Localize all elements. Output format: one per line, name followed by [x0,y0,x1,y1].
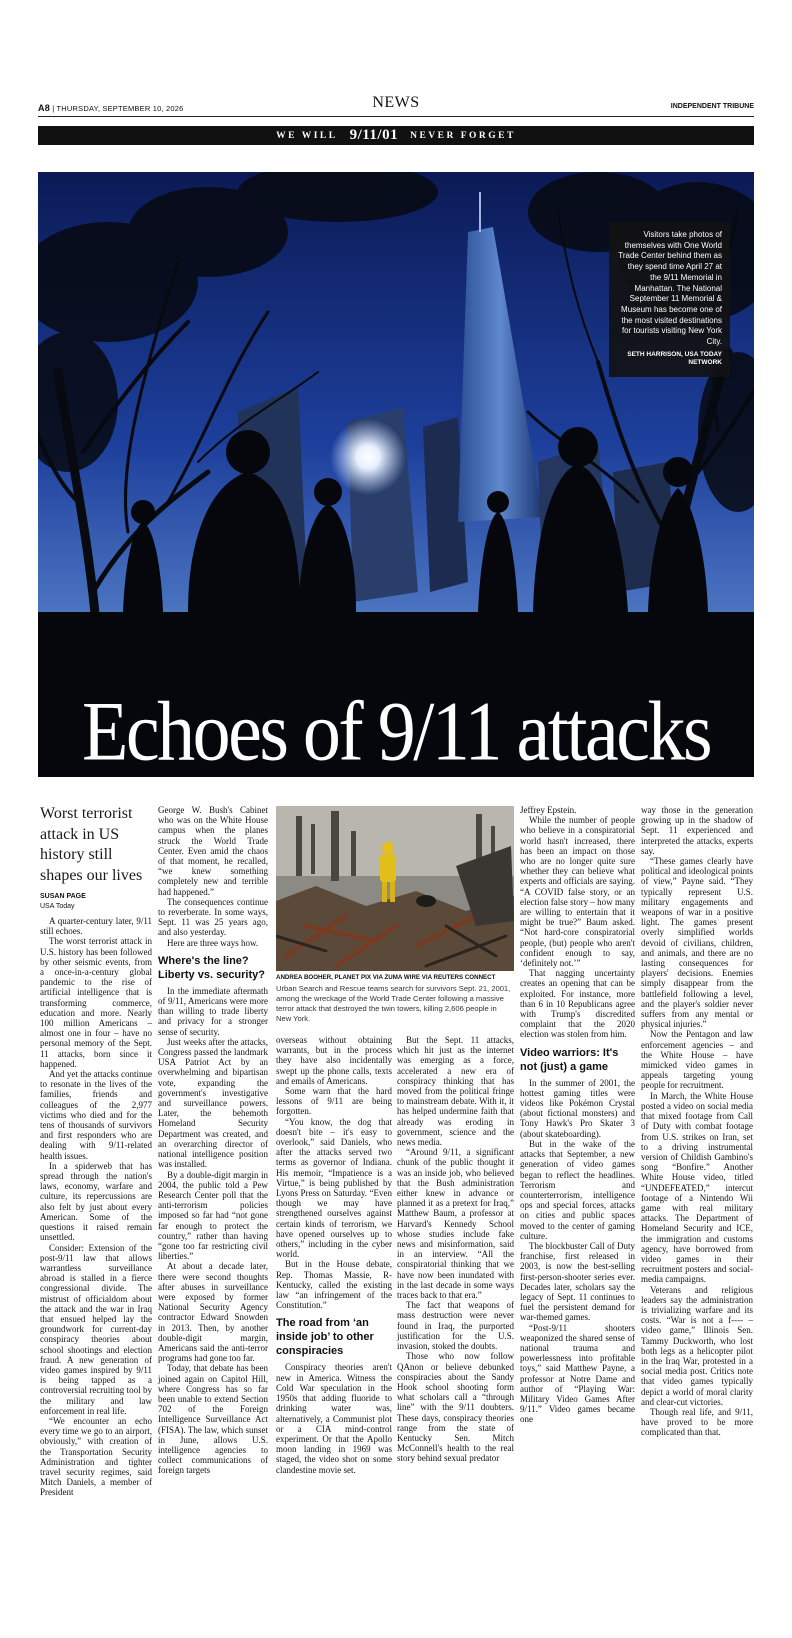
article-paragraph: The consequences continue to reverberate. In some ways, Sept. 11 was 25 years ago, and also yesterday. [158,896,268,938]
article-paragraph: While the number of people who believe in a conspiratorial world hasn't increased, there has been an impact on those who are no longer quite sure whether they can believe what experts and officials are saying. “A COVID false story, or an election false story – how many are willing to entertain that it might be true?” Baum asked. “Not hard-core conspiratorial people, (but) people who aren't confident enough to say, ‘definitely not.’” [520,815,635,969]
article-paragraph: “Around 9/11, a significant chunk of the public thought it was an inside job, who believed that the Bush administration either knew in advance or planned it as a pretext for Iraq,” Matthew Baum, a professor at Harvard's Kennedy School whose studies include fake news and misinformation, said in an interview. “All the conspiratorial thinking that we have now been inundated with in the last decade in some ways traces back to that era.” [397,1147,514,1301]
article-paragraph: A quarter-century later, 9/11 still echoes. [40,916,152,937]
section-subhead-conspiracies: The road from ‘an inside job’ to other conspiracies [276,1317,374,1358]
article-paragraph: Those who now follow QAnon or believe debunked conspiracies about the Sandy Hook school shooting form what scholars call a “through line” with the 9/11 doubters. These days, conspiracy theories range from the state of Kentucky Sen. Mitch McConnell's health to the real story behind sexual predator [397,1351,514,1464]
memorial-banner [38,126,754,145]
hero-photo-credit: SETH HARRISON, USA TODAY NETWORK [627,350,722,367]
section-subhead-liberty: Where's the line? Liberty vs. security? [158,954,265,981]
article-paragraph: In the immediate aftermath of 9/11, Americans were more than willing to trade liberty and privacy for a stronger sense of security. [158,985,268,1037]
article-paragraph: overseas without obtaining warrants, but in the process they have also incidentally swept up the phone calls, texts and emails of Americans. [276,1035,392,1086]
newspaper-name: INDEPENDENT TRIBUNE [670,103,754,110]
article-paragraph: “We encounter an echo every time we go to an airport, obviously,” with creation of the Transportation Security Administration and tighter travel security regimes, said Mitch Daniels, a member of President [40,1415,152,1498]
byline [40,892,152,911]
issue-date: THURSDAY, SEPTEMBER 10, 2026 [56,104,184,113]
article-paragraph: Though real life, and 9/11, have proved to be more complicated than that. [641,1406,753,1438]
inset-caption: Urban Search and Rescue teams search for survivors Sept. 21, 2001, among the wreckage of the World Trade Center following a massive terror attack that destroyed the twin towers, killing 2,606 people in New York. [276,984,511,1023]
article-paragraph: “You know, the dog that doesn't bite – it's easy to overlook,” said Daniels, who after the attacks served two terms as governor of Indiana. His memoir, “Impatience is a Virtue,” is being published by Lyons Press on Saturday. “Even though we may have strengthened ourselves against certain kinds of terrorism, we have opened ourselves up to others,” including in the cyber world. [276,1116,392,1260]
article-paragraph: Veterans and religious leaders say the administration is trivializing warfare and its costs. “War is not a f---- – video game,” Illinois Sen. Tammy Duckworth, who lost both legs as a helicopter pilot in the Iraq War, protested in a social media post. Critics note that video games typically depict a world of moral clarity and clear-cut victories. [641,1284,753,1407]
article-paragraph: Now the Pentagon and law enforcement agencies – and the White House – have mimicked video games in appeals targeting young people for recruitment. [641,1029,753,1091]
article-paragraph: “Post-9/11 shooters weaponized the shared sense of national trauma and powerlessness into profitable toys,” said Matthew Payne, a professor at Notre Dame and author of “Playing War: Military Video Games After 9/11.” Video games became one [520,1322,635,1425]
article-column-6 [641,805,753,1438]
rescue-scene-illustration [276,806,514,971]
hero-caption [609,222,730,377]
article-paragraph: Just weeks after the attacks, Congress passed the landmark USA Patriot Act by an overwhelming and bipartisan vote, expanding the government's investigative and surveillance powers. Later, the behemoth Homeland Security Department was created, and an overarching director of national intelligence position was installed. [158,1036,268,1170]
article-paragraph: “These games clearly have political and ideological points of view,” Payne said. “They typically represent U.S. military engagements and weapons of war in a positive light. The games present overly simplified worlds devoid of civilians, children, and animals, and there are no lasting consequences for players' decisions. Enemies simply disappear from the battlefield following a level, and the player's soldier never suffers from any mental or physical injuries.” [641,856,753,1030]
article-paragraph: But in the House debate, Rep. Thomas Massie, R-Kentucky, called the existing law “an infringement of the Constitution.” [276,1259,392,1311]
article-paragraph: The worst terrorist attack in U.S. history has been followed by other seismic events, from a once-in-a-century global pandemic to the rise of artificial intelligence that is transforming commerce, education and more. Nearly 100 million Americans – almost one in four – have no personal memory of the Sept. 11 attacks, born since it happened. [40,936,152,1069]
article-paragraph: By a double-digit margin in 2004, the public told a Pew Research Center poll that the anti-terrorism policies imposed so far had “not gone far enough to protect the country,” rather than having “gone too far restricting civil liberties.” [158,1169,268,1262]
inset-photo-credit: ANDREA BOOHER, PLANET PIX VIA ZUMA WIRE VIA REUTERS CONNECT [276,974,496,981]
inset-photo [276,806,514,971]
article-paragraph: Consider: Extension of the post-9/11 law that allows warrantless surveillance abroad is stalled in a fierce congressional divide. The mistrust of officialdom about the attack and the war in Iraq that ensued helped lay the groundwork for current-day conspiracy theories about school shootings and election fraud. A new generation of video games inspired by 9/11 is being tapped as a controversial recruiting tool by the military and law enforcement in real life. [40,1242,152,1416]
article-paragraph: In a spiderweb that has spread through the nation's laws, economy, warfare and culture, its repercussions are also felt by just about every American. Some of the questions it raised remain unsettled. [40,1160,152,1243]
header-rule [38,116,754,117]
article-column-5 [520,805,635,1425]
page-folio: A8 | THURSDAY, SEPTEMBER 10, 2026 [38,103,184,113]
deck-subheadline: Worst terrorist attack in US history still shapes our lives [40,805,143,884]
article-paragraph: way those in the generation growing up in the shadow of Sept. 11 experienced and interpreted the attacks, experts say. [641,805,753,856]
article-paragraph: The blockbuster Call of Duty franchise, first released in 2003, is now the best-selling first-person-shooter series ever. Decades later, scholars say the legacy of Sept. 11 continues to fuel the persistent demand for war-themed games. [520,1240,635,1323]
article-paragraph: Conspiracy theories aren't new in America. Witness the Cold War speculation in the 1950s that adding fluoride to drinking water was, alternatively, a Communist plot or a CIA mind-control experiment. Or that the Apollo moon landing in 1969 was staged, the video shot on some clandestine movie set. [276,1362,392,1475]
article-paragraph: And yet the attacks continue to resonate in the lives of the families, friends and colleagues of the 2,977 victims who died and for the tens of thousands of survivors and first responders who are dealing with 9/11-related health issues. [40,1069,152,1161]
article-column-1 [40,916,152,1498]
hero-caption-text: Visitors take photos of themselves with One World Trade Center behind them as they spend time April 27 at the 9/11 Memorial in Manhattan. The National September 11 Memorial & Museum has become one of the most visited destinations for tourists visiting New York City. [618,230,722,347]
article-paragraph: At about a decade later, there were second thoughts after abuses in surveillance were exposed by former National Security Agency contractor Edward Snowden in 2013. Then, by another double-digit margin, Americans said the anti-terror programs had gone too far. [158,1261,268,1364]
section-subhead-video-warriors: Video warriors: It's not (just) a game [520,1046,619,1073]
article-paragraph: Here are three ways how. [167,937,259,948]
page-number: A8 [38,103,50,113]
article-paragraph: Jeffrey Epstein. [520,805,577,815]
section-name: NEWS [372,94,420,111]
article-paragraph: Some warn that the hard lessons of 9/11 are being forgotten. [276,1086,392,1117]
article-paragraph: That nagging uncertainty creates an opening that can be exploited. For instance, more than 6 in 10 Republicans agree with Trump's discredited complaint that the 2020 election was stolen from him. [520,968,635,1040]
article-paragraph: In March, the White House posted a video on social media that mixed footage from Call of Duty with combat footage from U.S. strikes on Iran, set to a driving instrumental version of Childish Gambino's song “Bonfire.” Another White House video, titled “UNDEFEATED,” intercut footage of a Nintendo Wii game with real military attacks. The Department of Homeland Security and ICE, the immigration and customs agency, have borrowed from video games in their recruitment posters and social-media campaigns. [641,1090,753,1285]
banner-date: 9/11/01 [349,127,399,143]
article-column-2 [158,805,268,1476]
article-paragraph: George W. Bush's Cabinet who was on the White House campus when the planes struck the World Trade Center. Even amid the chaos of that moment, he recalled, “we knew something completely new and terrible had happened.” [158,805,268,897]
article-column-3 [276,1035,392,1475]
article-column-4 [397,1035,514,1464]
main-headline: Echoes of 9/11 attacks [81,684,711,777]
byline-name: SUSAN PAGE [40,893,86,900]
article-paragraph: But the Sept. 11 attacks, which hit just as the internet was emerging as a force, accelerated a new era of conspiracy thinking that has moved from the political fringe to mainstream debate. With it, it has helped undermine faith that already was eroding in government, science and the news media. [397,1035,514,1148]
article-paragraph: But in the wake of the attacks that September, a new generation of video games began to reflect the headlines. Terrorism and counterterrorism, intelligence ops and special forces, attacks on cities and public spaces moved to the center of gaming culture. [520,1138,635,1241]
hero-photo [38,172,754,777]
article-paragraph: In the summer of 2001, the hottest gaming titles were videos like Pokémon Crystal (about fictional monsters) and Tony Hawk's Pro Skater 3 (about skateboarding). [520,1077,635,1139]
banner-left-text: WE WILL [276,130,338,141]
banner-right-text: NEVER FORGET [410,130,516,141]
article-paragraph: Today, that debate has been joined again on Capitol Hill, where Congress has so far been unable to extend Section 702 of the Foreign Intelligence Surveillance Act (FISA). The law, which sunset in June, allows U.S. intelligence agencies to collect communications of foreign targets [158,1363,268,1476]
article-paragraph: The fact that weapons of mass destruction were never found in Iraq, the purported justification for the U.S. invasion, stoked the doubts. [397,1300,514,1352]
byline-outlet: USA Today [40,902,75,910]
